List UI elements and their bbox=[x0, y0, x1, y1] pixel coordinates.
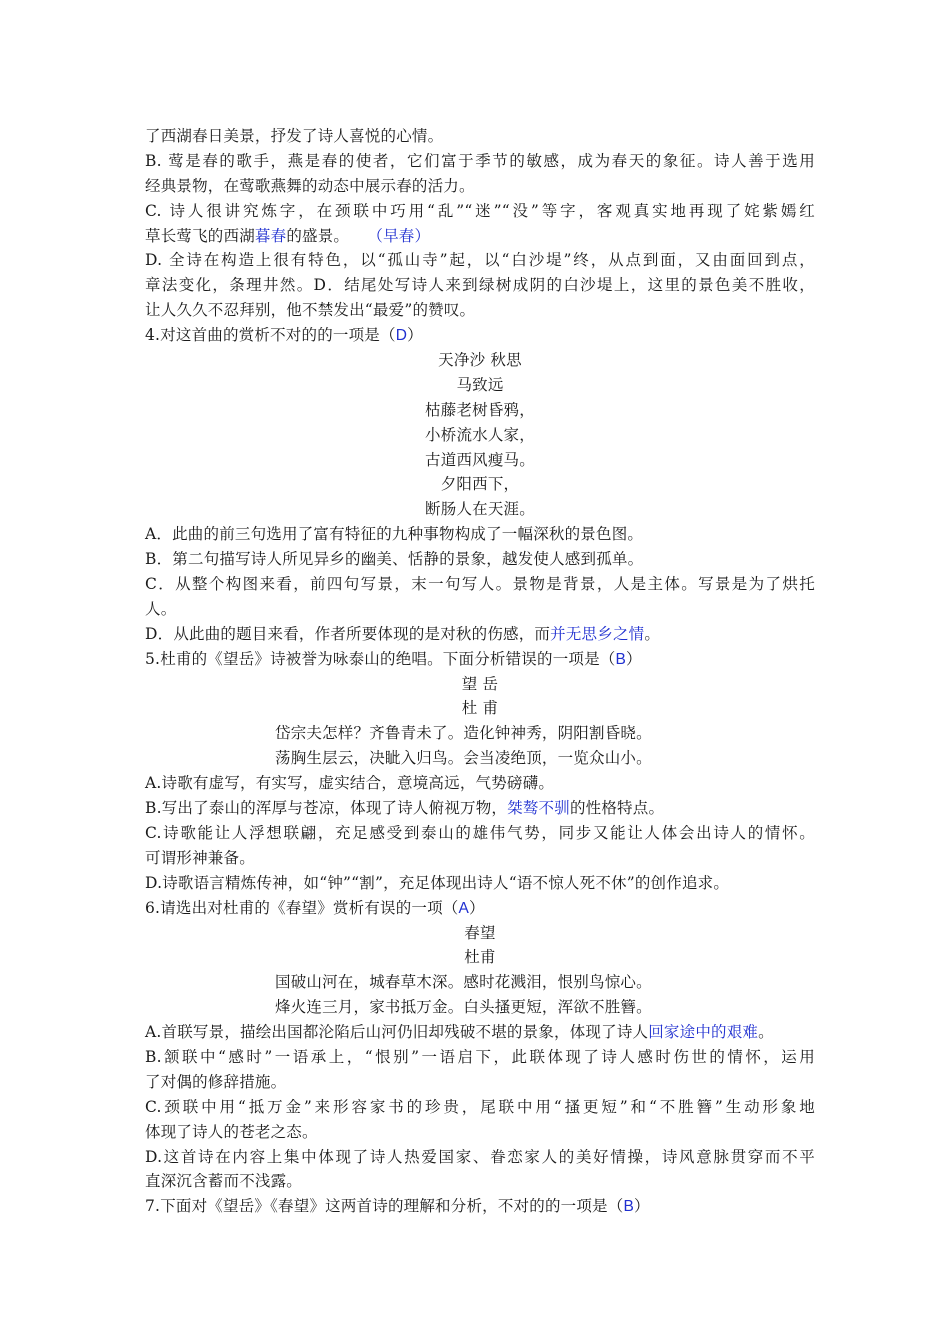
q3-option-d-line3: 让人久久不忍拜别，他不禁发出“最爱”的赞叹。 bbox=[145, 301, 476, 320]
q3-highlight-term: 暮春 bbox=[254, 226, 287, 245]
q4-poem-line: 枯藤老树昏鸦， bbox=[425, 400, 535, 419]
q6-stem-close: ） bbox=[469, 898, 485, 917]
q3-option-b-line2: 经典景物，在莺歌燕舞的动态中展示春的活力。 bbox=[145, 176, 475, 195]
q4-option-d-end: 。 bbox=[644, 624, 661, 643]
q6-option-a bbox=[145, 1020, 815, 1045]
q6-option-d-line2: 直深沉含蓄而不浅露。 bbox=[145, 1172, 303, 1191]
q6-poem-line: 国破山河在，城春草木深。感时花溅泪，恨别鸟惊心。 bbox=[275, 973, 652, 992]
q3-option-c-text-b: 的盛景。 bbox=[286, 226, 350, 245]
q6-option-d-line1: D.这首诗在内容上集中体现了诗人热爱国家、眷恋家人的美好情操，诗风意脉贯穿而不平 bbox=[145, 1147, 815, 1166]
q5-option-a: A.诗歌有虚写，有实写，虚实结合，意境高远，气势磅礴。 bbox=[145, 774, 555, 793]
q6-option-b-line2: 了对偶的修辞措施。 bbox=[145, 1072, 287, 1091]
q7-stem-close: ） bbox=[634, 1197, 650, 1216]
q4-highlight-phrase: 并无思乡之情 bbox=[550, 624, 645, 643]
q4-poem-author: 马致远 bbox=[456, 375, 504, 394]
q3-option-d-line2: 章法变化，条理井然。D．结尾处写诗人来到绿树成阴的白沙堤上，这里的景色美不胜收， bbox=[145, 276, 815, 295]
q3-option-d-line1: D. 全诗在构造上很有特色，以“孤山寺”起，以“白沙堤”终，从点到面，又由面回到点， bbox=[145, 251, 815, 270]
q5-highlight-phrase: 桀骜不驯 bbox=[507, 799, 570, 818]
q6-highlight-phrase: 回家途中的艰难 bbox=[648, 1023, 759, 1042]
q4-answer: D bbox=[395, 327, 408, 345]
q6-option-a-text: A.首联写景，描绘出国都沦陷后山河仍旧却残破不堪的景象，体现了诗人 bbox=[145, 1023, 649, 1042]
q3-option-b-line1: B. 莺是春的歌手，燕是春的使者，它们富于季节的敏感，成为春天的象征。诗人善于选用 bbox=[145, 151, 815, 170]
q5-option-b-end: 的性格特点。 bbox=[569, 799, 665, 818]
q5-poem-title: 望 岳 bbox=[461, 674, 499, 693]
q6-stem bbox=[145, 896, 815, 921]
q6-option-c-line1: C.颈联中用“抵万金”来形容家书的珍贵，尾联中用“搔更短”和“不胜簪”生动形象地 bbox=[145, 1097, 815, 1116]
q6-option-c-line2: 体现了诗人的苍老之态。 bbox=[145, 1122, 318, 1141]
q5-stem bbox=[145, 647, 815, 672]
q6-option-a-end: 。 bbox=[758, 1023, 774, 1042]
q4-option-a: A．此曲的前三句选用了富有特征的九种事物构成了一幅深秋的景色图。 bbox=[145, 525, 644, 544]
q3-intro-end: 了西湖春日美景，抒发了诗人喜悦的心情。 bbox=[145, 127, 444, 145]
q4-option-c-line1: C．从整个构图来看，前四句写景，末一句写人。景物是背景，人是主体。写景是为了烘托 bbox=[145, 575, 815, 594]
q6-answer: A bbox=[458, 899, 470, 917]
q4-option-d bbox=[145, 622, 815, 647]
q7-stem-text: 7.下面对《望岳》《春望》这两首诗的理解和分析，不对的的一项是（ bbox=[145, 1197, 624, 1216]
q5-option-c-line1: C.诗歌能让人浮想联翩，充足感受到泰山的雄伟气势，同步又能让人体会出诗人的情怀。 bbox=[145, 823, 815, 842]
q5-poem-line: 岱宗夫怎样？齐鲁青未了。造化钟神秀，阴阳割昏晓。 bbox=[275, 724, 652, 743]
q4-poem-title: 天净沙 秋思 bbox=[438, 351, 522, 370]
q4-stem-close: ） bbox=[407, 326, 423, 345]
q6-option-b-line1: B.颔联中“感时”一语承上，“恨别”一语启下，此联体现了诗人感时伤世的情怀，运用 bbox=[145, 1047, 815, 1066]
q5-poem-line: 荡胸生层云，决眦入归鸟。会当凌绝顶，一览众山小。 bbox=[275, 749, 652, 768]
q7-stem bbox=[145, 1194, 815, 1219]
q5-poem-author: 杜 甫 bbox=[461, 699, 499, 718]
q6-poem-title: 春望 bbox=[464, 923, 496, 942]
document-content bbox=[145, 124, 815, 1219]
q4-poem-line: 小桥流水人家， bbox=[425, 425, 535, 444]
q5-option-b bbox=[145, 796, 815, 821]
q4-stem-text: 4.对这首曲的赏析不对的的一项是（ bbox=[145, 326, 396, 345]
q3-option-c-line2 bbox=[145, 224, 815, 249]
q4-poem-line: 夕阳西下， bbox=[440, 475, 520, 494]
q5-option-d: D.诗歌语言精炼传神，如“钟”“割”，充足体现出诗人“语不惊人死不休”的创作追求。 bbox=[145, 873, 730, 892]
q4-poem-line: 断肠人在天涯。 bbox=[425, 500, 535, 519]
q5-stem-close: ） bbox=[626, 649, 642, 668]
q4-stem bbox=[145, 323, 815, 348]
q3-option-c-text-a: 草长莺飞的西湖 bbox=[145, 226, 255, 245]
q4-option-c-line2: 人。 bbox=[145, 599, 177, 618]
q4-option-b: B．第二句描写诗人所见异乡的幽美、恬静的景象，越发使人感到孤单。 bbox=[145, 550, 644, 569]
q3-option-c-line1: C. 诗人很讲究炼字，在颈联中巧用“乱”“迷”“没”等字，客观真实地再现了姹紫嫣红 bbox=[145, 201, 815, 220]
q5-option-b-text: B.写出了泰山的浑厚与苍凉，体现了诗人俯视万物， bbox=[145, 799, 508, 818]
q7-answer: B bbox=[623, 1198, 634, 1216]
q6-poem-line: 烽火连三月，家书抵万金。白头搔更短，浑欲不胜簪。 bbox=[275, 998, 652, 1017]
q5-answer: B bbox=[615, 650, 627, 668]
q4-option-d-text: D．从此曲的题目来看，作者所要体现的是对秋的伤感，而 bbox=[145, 624, 551, 643]
q5-option-c-line2: 可谓形神兼备。 bbox=[145, 848, 255, 867]
q6-stem-text: 6.请选出对杜甫的《春望》赏析有误的一项（ bbox=[145, 898, 459, 917]
q5-stem-text: 5.杜甫的《望岳》诗被誉为咏泰山的绝唱。下面分析错误的一项是（ bbox=[145, 649, 616, 668]
q4-poem-line: 古道西风瘦马。 bbox=[425, 450, 535, 469]
q3-correction-note: （早春） bbox=[375, 226, 431, 245]
q6-poem-author: 杜甫 bbox=[464, 948, 496, 967]
